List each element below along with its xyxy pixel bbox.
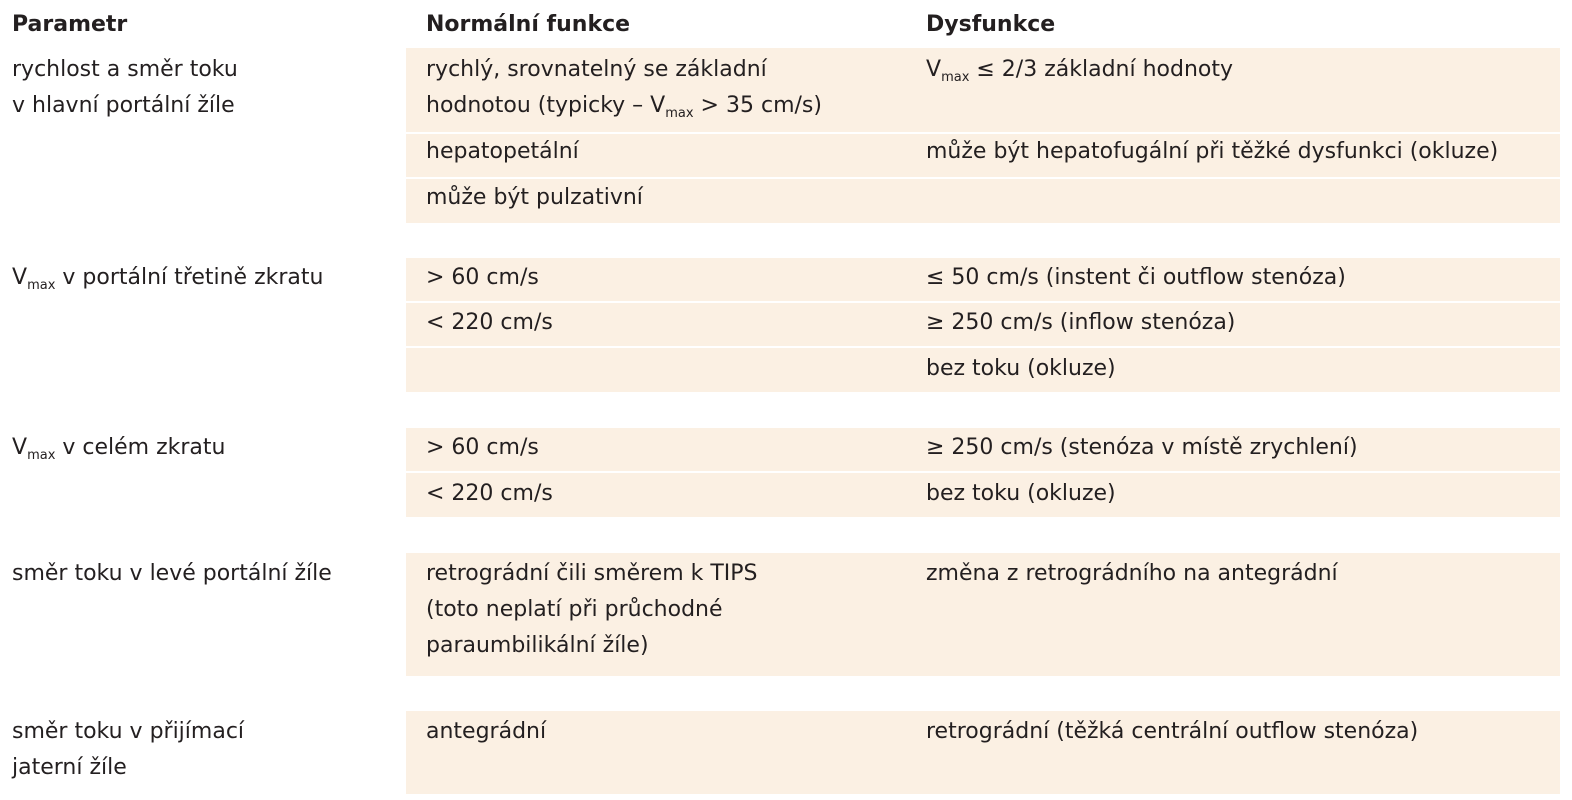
dys-cell: bez toku (okluze) xyxy=(926,356,1116,381)
param-cell: $V_{max}$ v portální třetině zkratu xyxy=(12,265,324,293)
normal-cell: > 60 cm/s xyxy=(426,265,539,290)
normal-cell: < 220 cm/s xyxy=(426,310,553,335)
normal-cell: < 220 cm/s xyxy=(426,481,553,506)
normal-cell: hepatopetální xyxy=(426,139,579,164)
normal-cell: > 60 cm/s xyxy=(426,435,539,460)
normal-cell: retrográdní čili směrem k TIPS (toto neplatí při průchodné paraumbilikální žíle) xyxy=(426,561,758,658)
param-cell: $V_{max}$ v celém zkratu xyxy=(12,435,226,463)
header-dysfunkce: Dysfunkce xyxy=(926,12,1056,37)
param-cell: rychlost a směr toku v hlavní portální žíle xyxy=(12,57,238,118)
param-cell: směr toku v přijímací jaterní žíle xyxy=(12,719,245,780)
dys-cell: ≥ 250 cm/s (stenóza v místě zrychlení) xyxy=(926,435,1358,460)
dys-cell: ≥ 250 cm/s (inflow stenóza) xyxy=(926,310,1236,335)
dys-cell: může být hepatofugální při těžké dysfunkci (okluze) xyxy=(926,139,1499,164)
dys-cell: změna z retrográdního na antegrádní xyxy=(926,561,1338,586)
normal-cell: rychlý, srovnatelný se základní hodnotou (typicky – $V_{max} > 35$ cm/s) xyxy=(426,57,822,121)
header-parametr: Parametr xyxy=(12,12,128,37)
dys-cell: ≤ 50 cm/s (instent či outflow stenóza) xyxy=(926,265,1346,290)
param-cell: směr toku v levé portální žíle xyxy=(12,561,332,586)
dys-cell: $V_{max} \le 2/3$ základní hodnoty xyxy=(926,57,1234,85)
dys-cell: retrográdní (těžká centrální outflow stenóza) xyxy=(926,719,1419,744)
dys-cell: bez toku (okluze) xyxy=(926,481,1116,506)
header-normal: Normální funkce xyxy=(426,12,631,37)
normal-cell: antegrádní xyxy=(426,719,547,744)
normal-cell: může být pulzativní xyxy=(426,185,643,210)
